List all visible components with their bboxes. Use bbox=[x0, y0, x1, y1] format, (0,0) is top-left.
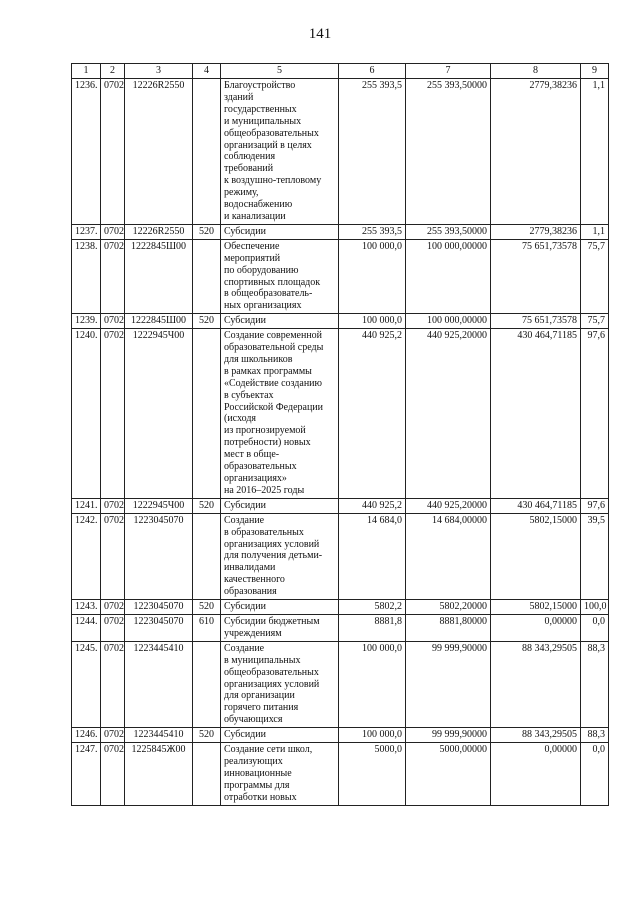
target-article-cell: 1222845Ш00 bbox=[125, 239, 193, 313]
row-number-cell: 1236. bbox=[72, 79, 101, 225]
table-row bbox=[72, 728, 609, 743]
percent-cell: 0,0 bbox=[581, 614, 609, 641]
section-code-cell: 0702 bbox=[101, 641, 125, 727]
expense-type-cell bbox=[193, 743, 221, 806]
table-row bbox=[72, 743, 609, 806]
plan-amount-cell: 99 999,90000 bbox=[406, 641, 491, 727]
plan-amount-cell: 100 000,00000 bbox=[406, 314, 491, 329]
approved-amount-cell: 100 000,0 bbox=[339, 239, 406, 313]
expense-type-cell: 520 bbox=[193, 728, 221, 743]
percent-cell: 75,7 bbox=[581, 239, 609, 313]
item-name-text: Субсидии bbox=[224, 315, 266, 327]
target-article-cell: 1223045070 bbox=[125, 614, 193, 641]
table-row bbox=[72, 600, 609, 615]
percent-cell: 88,3 bbox=[581, 728, 609, 743]
executed-amount-cell: 0,00000 bbox=[491, 614, 581, 641]
percent-cell: 97,6 bbox=[581, 329, 609, 499]
expense-type-cell bbox=[193, 641, 221, 727]
table-row bbox=[72, 79, 609, 225]
approved-amount-cell: 5802,2 bbox=[339, 600, 406, 615]
item-name-text: Создание сети школ, реализующих инновационные программы для отработки новых bbox=[224, 744, 313, 803]
executed-amount-cell: 2779,38236 bbox=[491, 224, 581, 239]
executed-amount-cell: 5802,15000 bbox=[491, 600, 581, 615]
executed-amount-cell: 0,00000 bbox=[491, 743, 581, 806]
row-number-cell: 1237. bbox=[72, 224, 101, 239]
row-number-cell: 1242. bbox=[72, 513, 101, 599]
budget-table bbox=[71, 63, 609, 806]
expense-type-cell bbox=[193, 239, 221, 313]
expense-type-cell: 610 bbox=[193, 614, 221, 641]
plan-amount-cell: 255 393,50000 bbox=[406, 79, 491, 225]
item-name-cell bbox=[221, 614, 339, 641]
approved-amount-cell: 100 000,0 bbox=[339, 641, 406, 727]
table-row bbox=[72, 314, 609, 329]
target-article-cell: 1222845Ш00 bbox=[125, 314, 193, 329]
item-name-text: Субсидии bbox=[224, 225, 266, 237]
target-article-cell: 1222945Ч00 bbox=[125, 329, 193, 499]
percent-cell: 88,3 bbox=[581, 641, 609, 727]
item-name-cell bbox=[221, 79, 339, 225]
section-code-cell: 0702 bbox=[101, 224, 125, 239]
table-body bbox=[72, 79, 609, 806]
expense-type-cell bbox=[193, 79, 221, 225]
expense-type-cell: 520 bbox=[193, 314, 221, 329]
section-code-cell: 0702 bbox=[101, 239, 125, 313]
table-row bbox=[72, 614, 609, 641]
expense-type-cell: 520 bbox=[193, 224, 221, 239]
row-number-cell: 1245. bbox=[72, 641, 101, 727]
section-code-cell: 0702 bbox=[101, 513, 125, 599]
target-article-cell: 1223445410 bbox=[125, 728, 193, 743]
plan-amount-cell: 5802,20000 bbox=[406, 600, 491, 615]
percent-cell: 75,7 bbox=[581, 314, 609, 329]
target-article-cell: 12226R2550 bbox=[125, 224, 193, 239]
item-name-cell bbox=[221, 239, 339, 313]
item-name-text: Субсидии бюджетным учреждениям bbox=[224, 615, 320, 639]
item-name-text: Субсидии bbox=[224, 499, 266, 511]
header-cell: 7 bbox=[406, 64, 491, 79]
target-article-cell: 1225845Ж00 bbox=[125, 743, 193, 806]
row-number-cell: 1241. bbox=[72, 498, 101, 513]
row-number-cell: 1246. bbox=[72, 728, 101, 743]
header-cell: 9 bbox=[581, 64, 609, 79]
executed-amount-cell: 430 464,71185 bbox=[491, 329, 581, 499]
header-cell: 4 bbox=[193, 64, 221, 79]
header-cell: 2 bbox=[101, 64, 125, 79]
section-code-cell: 0702 bbox=[101, 600, 125, 615]
executed-amount-cell: 75 651,73578 bbox=[491, 239, 581, 313]
section-code-cell: 0702 bbox=[101, 743, 125, 806]
approved-amount-cell: 255 393,5 bbox=[339, 224, 406, 239]
section-code-cell: 0702 bbox=[101, 79, 125, 225]
executed-amount-cell: 88 343,29505 bbox=[491, 641, 581, 727]
row-number-cell: 1240. bbox=[72, 329, 101, 499]
item-name-cell bbox=[221, 498, 339, 513]
plan-amount-cell: 440 925,20000 bbox=[406, 329, 491, 499]
item-name-cell bbox=[221, 314, 339, 329]
header-cell: 3 bbox=[125, 64, 193, 79]
item-name-cell bbox=[221, 513, 339, 599]
target-article-cell: 1223445410 bbox=[125, 641, 193, 727]
plan-amount-cell: 14 684,00000 bbox=[406, 513, 491, 599]
expense-type-cell bbox=[193, 513, 221, 599]
executed-amount-cell: 5802,15000 bbox=[491, 513, 581, 599]
item-name-cell bbox=[221, 743, 339, 806]
section-code-cell: 0702 bbox=[101, 614, 125, 641]
plan-amount-cell: 99 999,90000 bbox=[406, 728, 491, 743]
item-name-cell bbox=[221, 600, 339, 615]
approved-amount-cell: 440 925,2 bbox=[339, 498, 406, 513]
row-number-cell: 1244. bbox=[72, 614, 101, 641]
percent-cell: 39,5 bbox=[581, 513, 609, 599]
header-cell: 1 bbox=[72, 64, 101, 79]
item-name-cell bbox=[221, 329, 339, 499]
percent-cell: 97,6 bbox=[581, 498, 609, 513]
executed-amount-cell: 75 651,73578 bbox=[491, 314, 581, 329]
plan-amount-cell: 100 000,00000 bbox=[406, 239, 491, 313]
header-cell: 8 bbox=[491, 64, 581, 79]
approved-amount-cell: 255 393,5 bbox=[339, 79, 406, 225]
item-name-text: Создание в образовательных организациях условий для получения детьми- инвалидами качественного образования bbox=[224, 514, 323, 598]
row-number-cell: 1239. bbox=[72, 314, 101, 329]
executed-amount-cell: 88 343,29505 bbox=[491, 728, 581, 743]
approved-amount-cell: 8881,8 bbox=[339, 614, 406, 641]
expense-type-cell: 520 bbox=[193, 600, 221, 615]
approved-amount-cell: 14 684,0 bbox=[339, 513, 406, 599]
table-row bbox=[72, 641, 609, 727]
target-article-cell: 1223045070 bbox=[125, 600, 193, 615]
executed-amount-cell: 430 464,71185 bbox=[491, 498, 581, 513]
header-cell: 6 bbox=[339, 64, 406, 79]
approved-amount-cell: 440 925,2 bbox=[339, 329, 406, 499]
item-name-text: Благоустройство зданий государственных и муниципальных общеобразовательных организаций в целях соблюдения требований к воздушно-тепловому режиму, водоснабжению и канализации bbox=[224, 80, 322, 222]
item-name-text: Обеспечение мероприятий по оборудованию спортивных площадок в общеобразователь- ных организациях bbox=[224, 240, 321, 312]
section-code-cell: 0702 bbox=[101, 498, 125, 513]
item-name-text: Субсидии bbox=[224, 601, 266, 613]
target-article-cell: 1222945Ч00 bbox=[125, 498, 193, 513]
approved-amount-cell: 100 000,0 bbox=[339, 314, 406, 329]
percent-cell: 0,0 bbox=[581, 743, 609, 806]
section-code-cell: 0702 bbox=[101, 728, 125, 743]
executed-amount-cell: 2779,38236 bbox=[491, 79, 581, 225]
item-name-cell bbox=[221, 224, 339, 239]
header-row bbox=[72, 64, 609, 79]
row-number-cell: 1247. bbox=[72, 743, 101, 806]
item-name-text: Субсидии bbox=[224, 729, 266, 741]
row-number-cell: 1243. bbox=[72, 600, 101, 615]
expense-type-cell: 520 bbox=[193, 498, 221, 513]
row-number-cell: 1238. bbox=[72, 239, 101, 313]
plan-amount-cell: 5000,00000 bbox=[406, 743, 491, 806]
plan-amount-cell: 255 393,50000 bbox=[406, 224, 491, 239]
item-name-cell bbox=[221, 728, 339, 743]
section-code-cell: 0702 bbox=[101, 329, 125, 499]
plan-amount-cell: 440 925,20000 bbox=[406, 498, 491, 513]
target-article-cell: 12226R2550 bbox=[125, 79, 193, 225]
table-row bbox=[72, 498, 609, 513]
expense-type-cell bbox=[193, 329, 221, 499]
header-cell: 5 bbox=[221, 64, 339, 79]
table-row bbox=[72, 513, 609, 599]
table-row bbox=[72, 329, 609, 499]
percent-cell: 1,1 bbox=[581, 224, 609, 239]
item-name-text: Создание современной образовательной среды для школьников в рамках программы «Содействие созданию в субъектах Российской Федерации (исходя из прогнозируемой потребности) новых мест в обще- образовательных организациях» на 2016–2025 годы bbox=[224, 330, 324, 496]
item-name-text: Создание в муниципальных общеобразовательных организациях условий для организации горячего питания обучающихся bbox=[224, 642, 320, 726]
table-row bbox=[72, 239, 609, 313]
item-name-cell bbox=[221, 641, 339, 727]
section-code-cell: 0702 bbox=[101, 314, 125, 329]
target-article-cell: 1223045070 bbox=[125, 513, 193, 599]
approved-amount-cell: 5000,0 bbox=[339, 743, 406, 806]
percent-cell: 100,0 bbox=[581, 600, 609, 615]
table-row bbox=[72, 224, 609, 239]
page-number: 141 bbox=[308, 26, 332, 42]
plan-amount-cell: 8881,80000 bbox=[406, 614, 491, 641]
approved-amount-cell: 100 000,0 bbox=[339, 728, 406, 743]
percent-cell: 1,1 bbox=[581, 79, 609, 225]
